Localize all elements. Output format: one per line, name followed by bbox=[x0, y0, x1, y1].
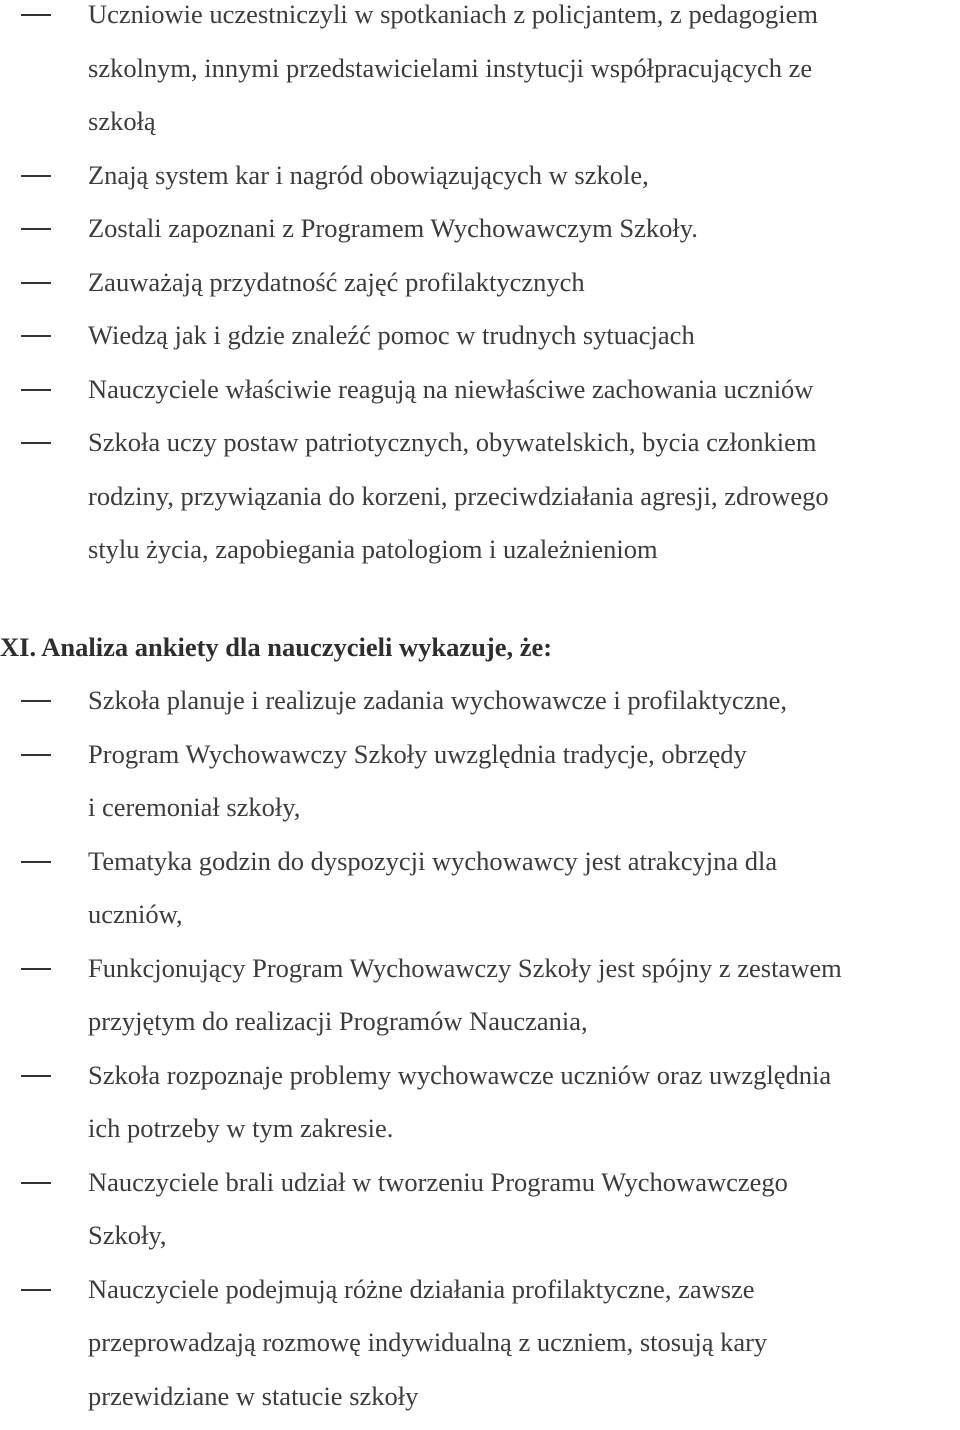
list-item bbox=[0, 1156, 960, 1263]
list-item-text: Zostali zapoznani z Programem Wychowawczym Szkoły. bbox=[88, 213, 698, 243]
teacher-survey-list bbox=[0, 674, 960, 1423]
section-spacer bbox=[0, 577, 960, 621]
list-item-text: Uczniowie uczestniczyli w spotkaniach z policjantem, z pedagogiem szkolnym, innymi przedstawicielami instytucji współpracujących ze szkołą bbox=[88, 0, 818, 136]
list-item bbox=[0, 0, 960, 149]
list-item bbox=[0, 309, 960, 363]
dash-bullet bbox=[21, 442, 51, 444]
dash-bullet bbox=[21, 1075, 51, 1077]
list-item-text: Szkoła uczy postaw patriotycznych, obywatelskich, bycia członkiem rodziny, przywiązania do korzeni, przeciwdziałania agresji, zdrowego stylu życia, zapobiegania patologiom i uzależnieniom bbox=[88, 427, 829, 564]
list-item-text: Znają system kar i nagród obowiązujących w szkole, bbox=[88, 159, 649, 190]
list-item bbox=[0, 363, 960, 417]
dash-bullet bbox=[21, 175, 51, 177]
dash-bullet bbox=[21, 14, 51, 16]
dash-bullet bbox=[21, 861, 51, 863]
list-item-text: Wiedzą jak i gdzie znaleźć pomoc w trudnych sytuacjach bbox=[88, 320, 695, 350]
dash-bullet bbox=[21, 700, 51, 702]
list-item-text: Funkcjonujący Program Wychowawczy Szkoły jest spójny z zestawem przyjętym do realizacji Programów Nauczania, bbox=[88, 952, 842, 1036]
section-heading: XI. Analiza ankiety dla nauczycieli wykazuje, że: bbox=[0, 631, 553, 662]
list-item-text: Nauczyciele podejmują różne działania profilaktyczne, zawsze przeprowadzają rozmowę indywidualną z uczniem, stosują kary przewidziane w statucie szkoły bbox=[88, 1273, 768, 1411]
list-item bbox=[0, 674, 960, 728]
list-item-text: Szkoła planuje i realizuje zadania wychowawcze i profilaktyczne, bbox=[88, 685, 787, 715]
list-item-text: Zauważają przydatność zajęć profilaktycznych bbox=[88, 266, 585, 297]
list-item bbox=[0, 202, 960, 256]
list-item-text: Program Wychowawczy Szkoły uwzględnia tradycje, obrzędy i ceremoniał szkoły, bbox=[88, 738, 747, 822]
list-item bbox=[0, 1263, 960, 1424]
dash-bullet bbox=[21, 754, 51, 756]
list-item-text: Tematyka godzin do dyspozycji wychowawcy jest atrakcyjna dla uczniów, bbox=[88, 845, 778, 929]
list-item bbox=[0, 416, 960, 577]
dash-bullet bbox=[21, 1289, 51, 1291]
list-item bbox=[0, 1049, 960, 1156]
dash-bullet bbox=[21, 968, 51, 970]
dash-bullet bbox=[21, 335, 51, 337]
dash-bullet bbox=[21, 228, 51, 230]
list-item bbox=[0, 149, 960, 203]
list-item bbox=[0, 942, 960, 1049]
list-item bbox=[0, 835, 960, 942]
list-item-text: Szkoła rozpoznaje problemy wychowawcze uczniów oraz uwzględnia ich potrzeby w tym zakresie. bbox=[88, 1059, 832, 1143]
list-item bbox=[0, 728, 960, 835]
dash-bullet bbox=[21, 389, 51, 391]
list-item bbox=[0, 256, 960, 310]
dash-bullet bbox=[21, 282, 51, 284]
student-outcomes-list bbox=[0, 0, 960, 577]
list-item-text: Nauczyciele brali udział w tworzeniu Programu Wychowawczego Szkoły, bbox=[88, 1166, 788, 1250]
list-item-text: Nauczyciele właściwie reagują na niewłaściwe zachowania uczniów bbox=[88, 373, 814, 404]
dash-bullet bbox=[21, 1182, 51, 1184]
